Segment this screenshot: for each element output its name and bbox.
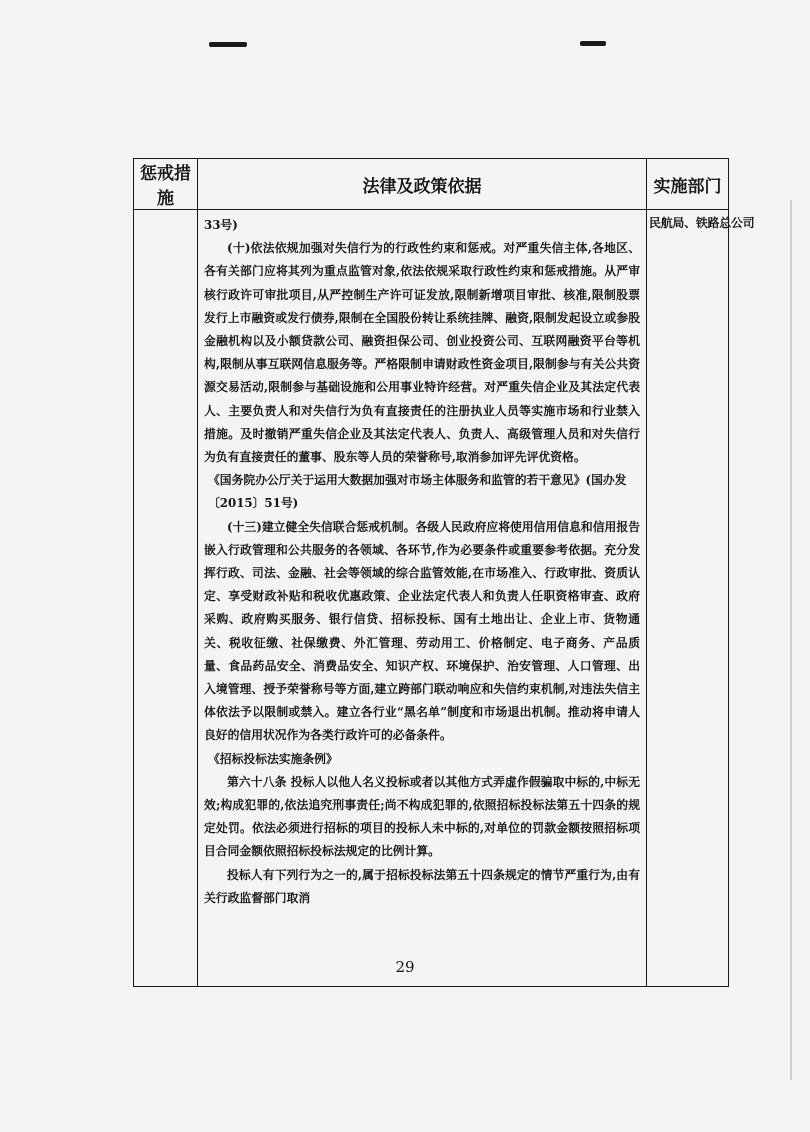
paragraph: 33号): [204, 218, 238, 232]
scan-mark-left: [209, 42, 247, 47]
document-title: 《招标投标法实施条例》: [208, 751, 338, 766]
header-department: 实施部门: [647, 159, 729, 210]
paragraph: (十)依法依规加强对失信行为的行政性约束和惩戒。对严重失信主体,各地区、各有关部门应将其列为重点监管对象,依法依规采取行政性约束和惩戒措施。从严审核行政许可审批项目,从严控制生产许可证发放,限制新增项目审批、核准,限制股票发行上市融资或发行债券,限制在全国股份转让系统挂牌、融资,限制发起设立或参股金融机构以及小额贷款公司、融资担保公司、创业投资公司、互联网融资平台等机构,限制从事互联网信息服务等。严格限制申请财政性资金项目,限制参与有关公共资源交易活动,限制参与基础设施和公用事业特许经营。对严重失信企业及其法定代表人、主要负责人和对失信行为负有直接责任的注册执业人员等实施市场和行业禁入措施。及时撤销严重失信企业及其法定代表人、负责人、高级管理人员和对失信行为负有直接责任的董事、股东等人员的荣誉称号,取消参加评先评优资格。: [204, 241, 640, 465]
paragraph: (十三)建立健全失信联合惩戒机制。各级人民政府应将使用信用信息和信用报告嵌入行政管理和公共服务的各领域、各环节,作为必要条件或重要参考依据。充分发挥行政、司法、金融、社会等领域的综合监管效能,在市场准入、行政审批、资质认定、享受财政补贴和税收优惠政策、企业法定代表人和负责人任职资格审查、政府采购、政府购买服务、银行信贷、招标投标、国有土地出让、企业上市、货物通关、税收征缴、社保缴费、外汇管理、劳动用工、价格制定、电子商务、产品质量、食品药品安全、消费品安全、知识产权、环境保护、治安管理、人口管理、出入境管理、授予荣誉称号等方面,建立跨部门联动响应和失信约束机制,对违法失信主体依法予以限制或禁入。建立各行业“黑名单”制度和市场退出机制。推动将申请人良好的信用状况作为各类行政许可的必备条件。: [204, 519, 640, 743]
policy-table: [133, 158, 755, 987]
paragraph: 第六十八条 投标人以他人名义投标或者以其他方式弄虚作假骗取中标的,中标无效;构成犯罪的,依法追究刑事责任;尚不构成犯罪的,依照招标投标法第五十四条的规定处罚。依法必须进行招标的项目的投标人未中标的,对单位的罚款金额按照招标项目合同金额依照招标投标法规定的比例计算。: [204, 774, 640, 859]
page-number: 29: [395, 958, 415, 976]
measures-cell: [134, 210, 198, 987]
table-row: [134, 210, 729, 987]
document-title: 《国务院办公厅关于运用大数据加强对市场主体服务和监管的若干意见》(国办发〔2015〕51号): [208, 473, 627, 511]
scan-edge-line: [790, 200, 792, 1080]
legal-basis-cell: [198, 210, 647, 987]
header-legal-basis: 法律及政策依据: [198, 159, 647, 210]
scan-mark-right: [580, 41, 606, 46]
header-measures: 惩戒措施: [134, 159, 198, 210]
department-cell: 民航局、铁路总公司: [647, 210, 729, 987]
table-header-row: [134, 159, 729, 210]
paragraph: 投标人有下列行为之一的,属于招标投标法第五十四条规定的情节严重行为,由有关行政监督部门取消: [204, 867, 640, 905]
